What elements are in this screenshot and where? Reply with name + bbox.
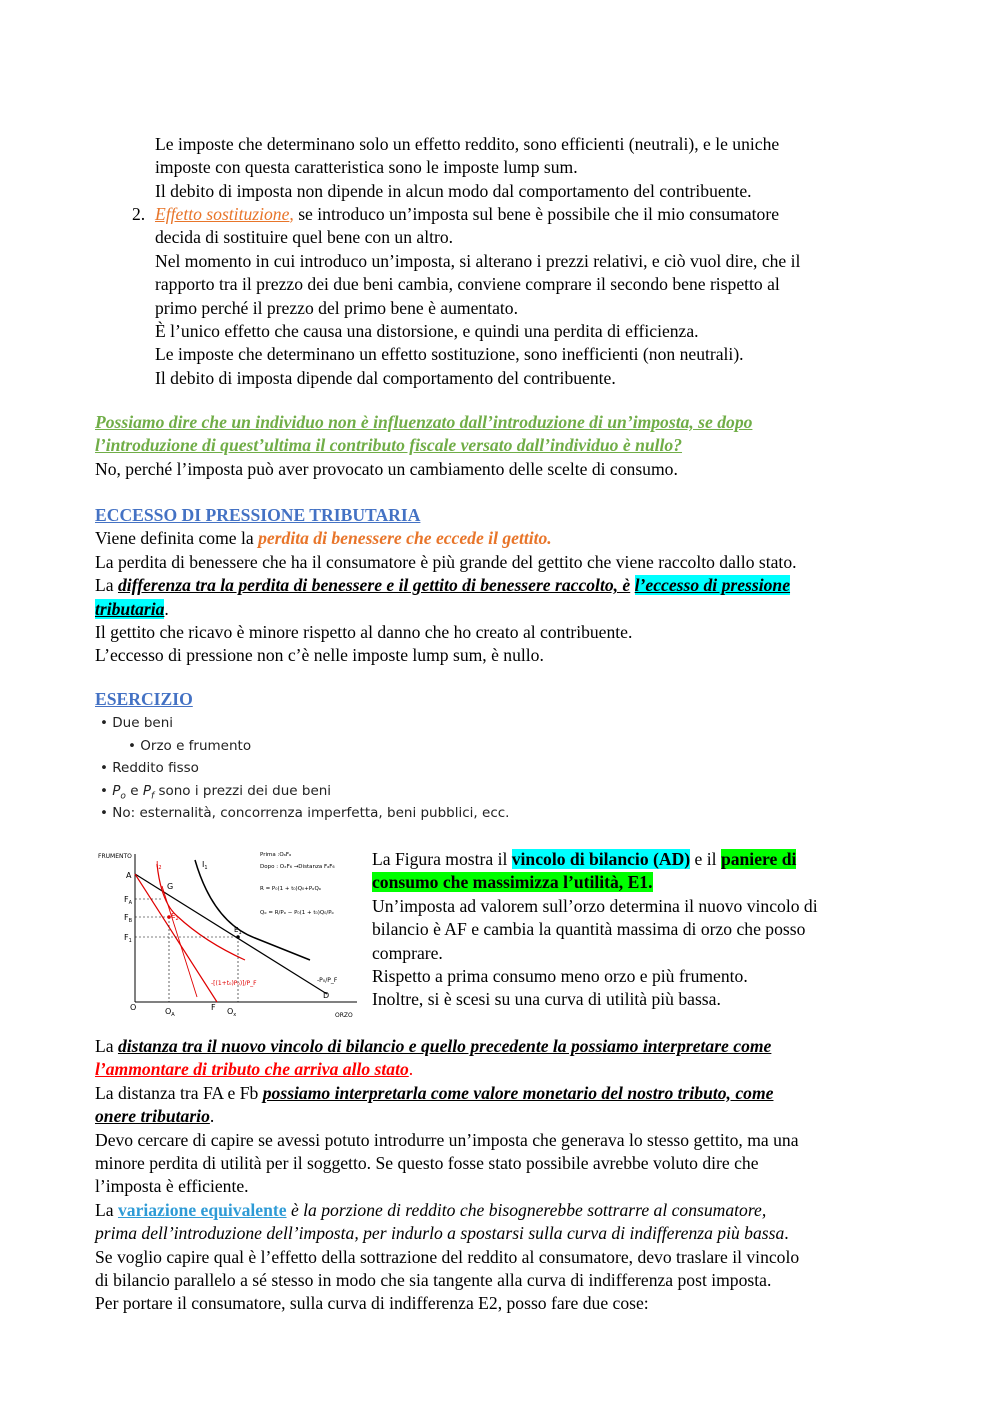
section-heading: ESERCIZIO: [95, 689, 193, 709]
bullet-item: [100, 757, 540, 780]
question-block: [95, 411, 910, 481]
text-line: di bilancio parallelo a sé stesso in modo che sia tangente alla curva di indifferenza post imposta.: [95, 1270, 772, 1291]
bullet-text: sono i prezzi dei due beni: [154, 782, 332, 799]
text-line: Le imposte che determinano solo un effetto reddito, sono efficienti (neutrali), e le uniche: [155, 134, 780, 154]
y-axis-label: FRUMENTO: [98, 853, 132, 860]
text-line: È l’unico effetto che causa una distorsione, e quindi una perdita di efficienza.: [155, 321, 699, 342]
highlighted-term: consumo che massimizza l’utilità, E1.: [372, 872, 653, 893]
definition-text: prima dell’introduzione dell’imposta, per indurlo a spostarsi sulla curva di indifferenza più bassa: [95, 1223, 785, 1244]
text-line: Il gettito che ricavo è minore rispetto al danno che ho creato al contribuente.: [95, 622, 633, 643]
label-d: D: [323, 991, 330, 1000]
highlighted-term: paniere di: [720, 849, 797, 869]
text-line: L’eccesso di pressione non c’è nelle imposte lump sum, è nullo.: [95, 645, 544, 666]
text-line: rapporto tra il prezzo dei due beni cambia, conviene comprare il secondo bene rispetto al: [155, 274, 780, 295]
bullet-icon: •: [128, 737, 136, 754]
bullet-subitem: [100, 735, 540, 758]
formula-dopo: Dopo : OₓF₆ →Distanza FₐF₆: [260, 864, 335, 870]
term-comma: ,: [289, 204, 294, 224]
price-symbol: P: [142, 782, 151, 799]
text-line: Inoltre, si è scesi su una curva di utilità più bassa.: [372, 989, 721, 1010]
key-phrase: possiamo interpretarla come valore monetario del nostro tributo, come: [262, 1082, 774, 1103]
bullet-item: [100, 780, 540, 803]
label-i1: $I_1$: [202, 860, 208, 871]
definition-prefix: Viene definita come la: [95, 528, 259, 549]
definition-term: perdita di benessere che eccede il gettito.: [258, 528, 552, 549]
formula-prima: Prima :OₐFₐ: [260, 852, 292, 858]
key-phrase: differenza tra la perdita di benessere e il gettito di benessere raccolto, è: [117, 575, 631, 596]
substitution-effect-term: Effetto sostituzione: [155, 204, 290, 224]
text-prefix: La: [95, 575, 118, 596]
question-line: Possiamo dire che un individuo non è influenzato dall’introduzione di un’imposta, se dopo: [95, 412, 753, 432]
slope-new-label: -[(1+t₀)P₀)]/P_F: [211, 980, 257, 987]
answer-line: No, perché l’imposta può aver provocato un cambiamento delle scelte di consumo.: [95, 458, 678, 479]
variazione-equivalente-term: variazione equivalente: [117, 1199, 287, 1220]
bullet-text: Reddito fisso: [112, 760, 199, 776]
text-line: Per portare il consumatore, sulla curva di indifferenza E2, posso fare due cose:: [95, 1293, 649, 1314]
highlighted-term: vincolo di bilancio (AD): [511, 849, 691, 869]
substitution-effect-item: [132, 203, 905, 390]
label-ox: $O_x$: [227, 1007, 237, 1018]
text-line: decida di sostituire quel bene con un altro.: [155, 227, 454, 248]
text-mid: e il: [690, 849, 721, 869]
figure-description: [372, 848, 902, 1012]
price-symbol: P: [112, 782, 121, 799]
text-line: Un’imposta ad valorem sull’orzo determina il nuovo vincolo di: [372, 895, 818, 916]
highlighted-term: tributaria: [95, 598, 165, 619]
text-line: Il debito di imposta non dipende in alcun modo dal comportamento del contribuente.: [155, 180, 752, 201]
bottom-paragraph: [95, 1035, 910, 1316]
period: .: [408, 1059, 414, 1080]
text-line: Rispetto a prima consumo meno orzo e più frumento.: [372, 966, 748, 987]
label-e1: $E_1$: [234, 926, 242, 936]
key-phrase-red: l’ammontare di tributo che arriva allo stato: [95, 1059, 409, 1080]
text-line: comprare.: [372, 942, 443, 963]
bullet-icon: •: [100, 805, 108, 821]
period: .: [164, 598, 169, 619]
label-o: O: [130, 1003, 137, 1012]
income-effect-paragraph: [155, 133, 905, 203]
text-prefix: La distanza tra FA e Fb: [95, 1082, 263, 1103]
slope-old-label: -P₀/P_F: [317, 977, 338, 984]
text-line: l’imposta è efficiente.: [95, 1176, 249, 1197]
label-oa: $O_A$: [165, 1007, 175, 1018]
highlighted-term: l’eccesso di pressione: [634, 575, 791, 596]
bullet-icon: •: [100, 782, 108, 799]
x-axis-label: ORZO: [335, 1012, 353, 1019]
text-line: Il debito di imposta dipende dal comportamento del contribuente.: [155, 367, 616, 388]
budget-constraint-figure: [95, 842, 365, 1022]
list-number: 2.: [132, 204, 146, 224]
bullet-text: Due beni: [112, 715, 173, 731]
question-line: l’introduzione di quest’ultima il contributo fiscale versato dall’individuo è nullo?: [95, 435, 683, 456]
bullet-item: [100, 802, 540, 825]
text-prefix: La: [95, 1199, 118, 1220]
label-a: A: [126, 871, 132, 880]
text-line: Le imposte che determinano un effetto sostituzione, sono inefficienti (non neutrali).: [155, 344, 744, 365]
text-line: Se voglio capire qual è l’effetto della sottrazione del reddito al consumatore, devo traslare il vincolo: [95, 1246, 800, 1267]
eccesso-section: [95, 504, 910, 668]
bullet-item: [100, 712, 540, 735]
period: .: [209, 1106, 215, 1127]
text-line: primo perché il prezzo del primo bene è aumentato.: [155, 297, 518, 318]
label-e2: $E_2$: [171, 912, 179, 922]
spacer: [630, 575, 634, 595]
label-g: G: [167, 882, 174, 891]
text-line: imposte con questa caratteristica sono le imposte lump sum.: [155, 157, 578, 178]
text-line: Devo cercare di capire se avessi potuto introdurre un’imposta che generava lo stesso gettito, ma una: [95, 1129, 799, 1150]
bullet-icon: •: [100, 760, 108, 776]
section-heading: ECCESSO DI PRESSIONE TRIBUTARIA: [95, 505, 421, 525]
label-f1: $F_1$: [124, 933, 132, 944]
esercizio-section: [95, 688, 910, 711]
bullet-icon: •: [100, 715, 108, 731]
label-i2: $I_2$: [156, 860, 162, 871]
text-prefix: La: [95, 1036, 118, 1056]
definition-text: è la porzione di reddito che bisognerebbe sottrarre al consumatore,: [286, 1199, 767, 1220]
label-fb: $F_B$: [124, 913, 133, 924]
formula-qf: Qₒ = R/Pₒ − P₀(1 + t₀)Q₀/Pₒ: [260, 910, 334, 916]
text-line: minore perdita di utilità per il soggetto. Se questo fosse stato possibile avrebbe voluto dire che: [95, 1153, 759, 1174]
text-line: La perdita di benessere che ha il consumatore è più grande del gettito che viene raccolto dallo stato.: [95, 551, 797, 572]
key-phrase: distanza tra il nuovo vincolo di bilancio e quello precedente la possiamo interpretare come: [117, 1036, 772, 1056]
text-line: Nel momento in cui introduco un’imposta, si alterano i prezzi relativi, e ciò vuol dire, che il: [155, 250, 801, 271]
period: .: [784, 1223, 789, 1244]
item-text: se introduco un’imposta sul bene è possibile che il mio consumatore: [293, 204, 780, 224]
key-phrase: onere tributario: [95, 1106, 210, 1127]
text-line: bilancio è AF e cambia la quantità massima di orzo che posso: [372, 919, 806, 940]
formula-r: R = P₀(1 + t₀)Q₀+PₒQₒ: [260, 886, 322, 892]
label-f: F: [211, 1003, 216, 1012]
bullet-text: e: [125, 782, 143, 799]
label-fa: $F_A$: [124, 895, 133, 906]
bullet-text: Orzo e frumento: [140, 737, 252, 754]
price-subscript: o: [120, 791, 126, 802]
bullet-text: No: esternalità, concorrenza imperfetta, beni pubblici, ecc.: [112, 805, 510, 821]
text-prefix: La Figura mostra il: [372, 849, 512, 869]
slide-bullets: [100, 712, 540, 825]
price-subscript: f: [150, 791, 155, 802]
